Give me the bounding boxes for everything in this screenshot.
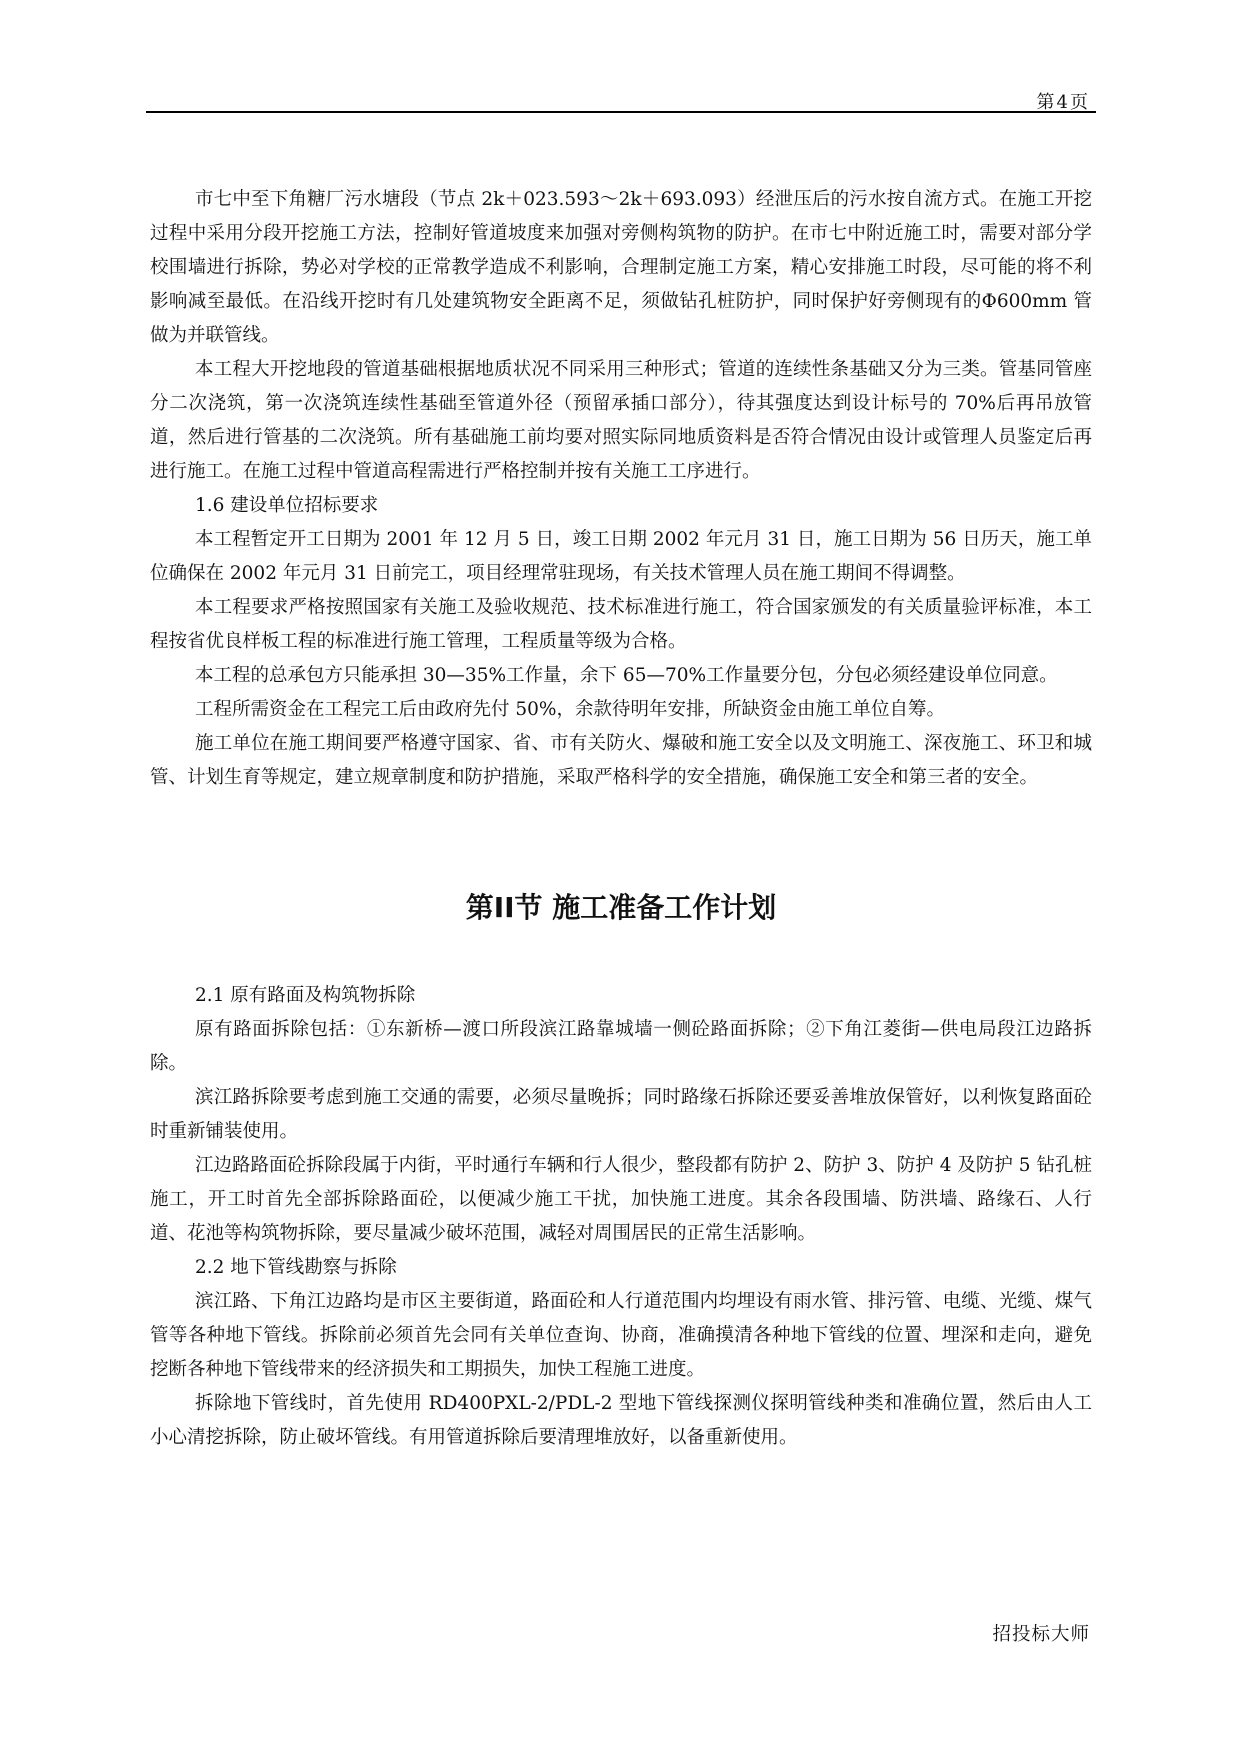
paragraph: 本工程暂定开工日期为 2001 年 12 月 5 日，竣工日期 2002 年元月 31 日，施工日期为 56 日历天，施工单位确保在 2002 年元月 31 日前完工，项目经理常驻现场，有关技术管理人员在施工期间不得调整。 xyxy=(150,529,1092,584)
paragraph: 原有路面拆除包括：①东新桥—渡口所段滨江路靠城墙一侧砼路面拆除；②下角江菱街—供电局段江边路拆除。 xyxy=(150,1019,1092,1074)
header-rule xyxy=(146,111,1096,113)
paragraph: 本工程要求严格按照国家有关施工及验收规范、技术标准进行施工，符合国家颁发的有关质量验评标准，本工程按省优良样板工程的标准进行施工管理，工程质量等级为合格。 xyxy=(150,597,1092,652)
paragraph: 拆除地下管线时，首先使用 RD400PXL-2/PDL-2 型地下管线探测仪探明管线种类和准确位置，然后由人工小心清挖拆除，防止破坏管线。有用管道拆除后要清理堆放好，以备重新使用。 xyxy=(150,1393,1092,1448)
subheading-1-6: 1.6 建设单位招标要求 xyxy=(195,495,379,516)
paragraph: 江边路路面砼拆除段属于内街，平时通行车辆和行人很少，整段都有防护 2、防护 3、防护 4 及防护 5 钻孔桩施工，开工时首先全部拆除路面砼，以便减少施工干扰，加快施工进度。其余各段围墙、防洪墙、路缘石、人行道、花池等构筑物拆除，要尽量减少破坏范围，减轻对周围居民的正常生活影响。 xyxy=(150,1155,1092,1244)
section-title: 第II节 施工准备工作计划 xyxy=(465,891,777,924)
page-number: 第4页 xyxy=(1036,92,1090,113)
paragraph: 滨江路、下角江边路均是市区主要街道，路面砼和人行道范围内均埋设有雨水管、排污管、电缆、光缆、煤气管等各种地下管线。拆除前必须首先会同有关单位查询、协商，准确摸清各种地下管线的位置、埋深和走向，避免挖断各种地下管线带来的经济损失和工期损失，加快工程施工进度。 xyxy=(150,1291,1092,1380)
paragraph: 本工程的总承包方只能承担 30—35%工作量，余下 65—70%工作量要分包，分包必须经建设单位同意。 xyxy=(195,665,1058,686)
subheading-2-2: 2.2 地下管线勘察与拆除 xyxy=(195,1257,397,1278)
document-body xyxy=(150,183,1092,1455)
paragraph: 滨江路拆除要考虑到施工交通的需要，必须尽量晚拆；同时路缘石拆除还要妥善堆放保管好，以利恢复路面砼时重新铺装使用。 xyxy=(150,1087,1092,1142)
paragraph: 本工程大开挖地段的管道基础根据地质状况不同采用三种形式；管道的连续性条基础又分为三类。管基同管座分二次浇筑，第一次浇筑连续性基础至管道外径（预留承插口部分），待其强度达到设计标号的 70%后再吊放管道，然后进行管基的二次浇筑。所有基础施工前均要对照实际同地质资料是否符合情况由设计或管理人员鉴定后再进行施工。在施工过程中管道高程需进行严格控制并按有关施工工序进行。 xyxy=(150,359,1092,482)
paragraph: 施工单位在施工期间要严格遵守国家、省、市有关防火、爆破和施工安全以及文明施工、深夜施工、环卫和城管、计划生育等规定，建立规章制度和防护措施，采取严格科学的安全措施，确保施工安全和第三者的安全。 xyxy=(150,733,1092,788)
subheading-2-1: 2.1 原有路面及构筑物拆除 xyxy=(195,985,416,1006)
paragraph: 工程所需资金在工程完工后由政府先付 50%，余款待明年安排，所缺资金由施工单位自筹。 xyxy=(195,699,946,720)
paragraph: 市七中至下角糖厂污水塘段（节点 2k＋023.593～2k＋693.093）经泄压后的污水按自流方式。在施工开挖过程中采用分段开挖施工方法，控制好管道坡度来加强对旁侧构筑物的防护。在市七中附近施工时，需要对部分学校围墙进行拆除，势必对学校的正常教学造成不利影响，合理制定施工方案，精心安排施工时段，尽可能的将不利影响减至最低。在沿线开挖时有几处建筑物安全距离不足，须做钻孔桩防护，同时保护好旁侧现有的Φ600mm 管做为并联管线。 xyxy=(150,189,1092,346)
footer-brand: 招投标大师 xyxy=(992,1624,1090,1645)
